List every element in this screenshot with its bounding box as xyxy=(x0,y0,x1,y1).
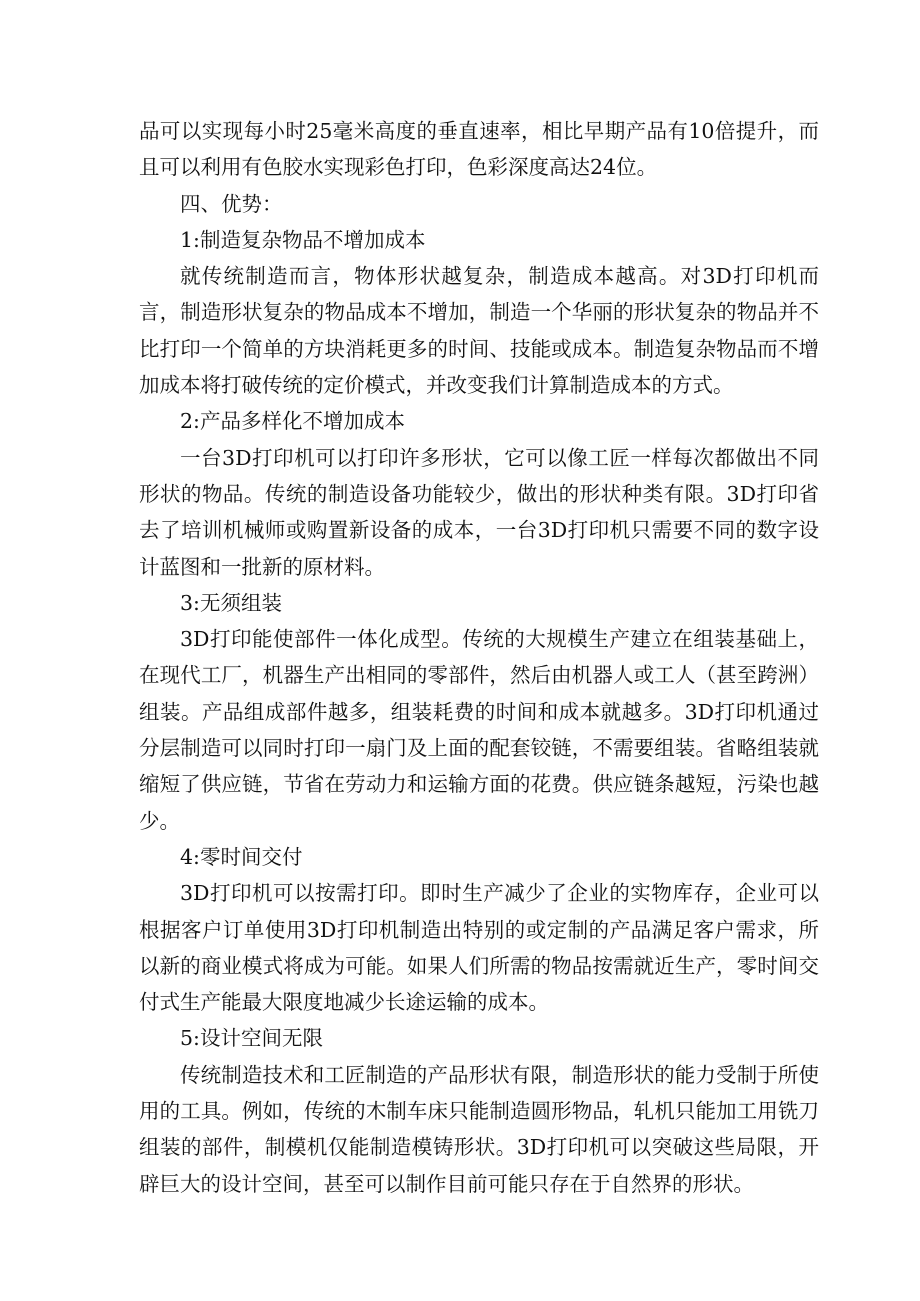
body-paragraph-continued: 品可以实现每小时25毫米高度的垂直速率，相比早期产品有10倍提升，而且可以利用有色胶水实现彩色打印，色彩深度高达24位。 xyxy=(139,119,819,180)
section-heading-advantages: 四、优势： xyxy=(180,191,283,216)
body-paragraph: 3D打印机可以按需打印。即时生产减少了企业的实物库存，企业可以根据客户订单使用3D打印机制造出特别的或定制的产品满足客户需求，所以新的商业模式将成为可能。如果人们所需的物品按需就近生产，零时间交付式生产能最大限度地减少长途运输的成本。 xyxy=(139,881,819,1015)
subheading-no-assembly: 3:无须组装 xyxy=(180,590,282,615)
subheading-zero-lead-time: 4:零时间交付 xyxy=(180,844,303,869)
subheading-design-space: 5:设计空间无限 xyxy=(180,1026,323,1051)
body-paragraph: 传统制造技术和工匠制造的产品形状有限，制造形状的能力受制于所使用的工具。例如，传统的木制车床只能制造圆形物品，轧机只能加工用铣刀组装的部件，制模机仅能制造模铸形状。3D打印机可以突破这些局限，开辟巨大的设计空间，甚至可以制作目前可能只存在于自然界的形状。 xyxy=(139,1062,819,1196)
body-paragraph: 就传统制造而言，物体形状越复杂，制造成本越高。对3D打印机而言，制造形状复杂的物品成本不增加，制造一个华丽的形状复杂的物品并不比打印一个简单的方块消耗更多的时间、技能或成本。制造复杂物品而不增加成本将打破传统的定价模式，并改变我们计算制造成本的方式。 xyxy=(139,264,819,398)
subheading-variety: 2:产品多样化不增加成本 xyxy=(180,409,405,434)
body-paragraph: 3D打印能使部件一体化成型。传统的大规模生产建立在组装基础上，在现代工厂，机器生产出相同的零部件，然后由机器人或工人（甚至跨洲）组装。产品组成部件越多，组装耗费的时间和成本就越多。3D打印机通过分层制造可以同时打印一扇门及上面的配套铰链，不需要组装。省略组装就缩短了供应链，节省在劳动力和运输方面的花费。供应链条越短，污染也越少。 xyxy=(139,627,819,833)
document-body xyxy=(139,113,819,1202)
subheading-complexity: 1:制造复杂物品不增加成本 xyxy=(180,227,426,252)
body-paragraph: 一台3D打印机可以打印许多形状，它可以像工匠一样每次都做出不同形状的物品。传统的制造设备功能较少，做出的形状种类有限。3D打印省去了培训机械师或购置新设备的成本，一台3D打印机只需要不同的数字设计蓝图和一批新的原材料。 xyxy=(139,445,819,579)
